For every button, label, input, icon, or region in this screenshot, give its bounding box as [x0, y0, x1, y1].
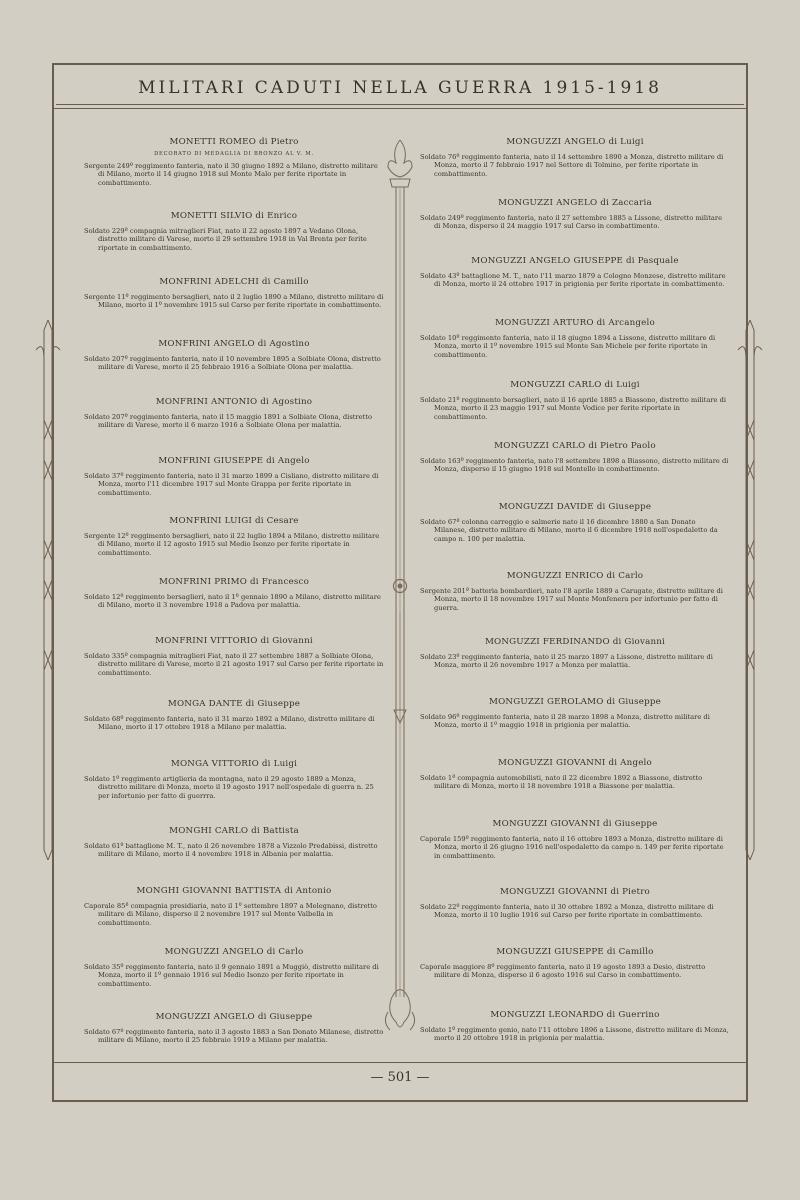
- entry-text: Soldato 35º reggimento fanteria, nato il 9 gennaio 1891 a Muggiò, distretto militare di Monza, morto il 1º gennaio 1916 sul Medio Isonzo per ferite riportate in combattimento.: [84, 963, 379, 988]
- entry-name: MONFRINI GIUSEPPE di Angelo: [158, 456, 310, 466]
- list-item: [84, 826, 384, 859]
- list-item: [84, 699, 384, 732]
- entry-name: MONGUZZI CARLO di Pietro Paolo: [494, 441, 656, 451]
- entry-name: MONGUZZI DAVIDE di Giuseppe: [498, 502, 652, 512]
- entry-text: Sergente 11º reggimento bersaglieri, nato il 2 luglio 1890 a Milano, distretto militare di Milano, morto il 1º novembre 1915 sul Carso per ferite riportate in combattimento.: [84, 293, 384, 310]
- list-item: [84, 277, 384, 310]
- entry-name: MONGUZZI LEONARDO di Guerrino: [490, 1010, 660, 1020]
- entry-text: Soldato 10º reggimento fanteria, nato il 18 giugno 1894 a Lissone, distretto militare di Monza, morto il 1º novembre 1915 sul Monte San Michele per ferite riportate in combattimento.: [420, 334, 716, 359]
- list-item: [84, 636, 384, 677]
- entry-name: MONFRINI PRIMO di Francesco: [158, 577, 310, 587]
- entry-text: Soldato 61º battaglione M. T., nato il 26 novembre 1878 a Vizzolo Predabissi, distretto militare di Milano, morto il 4 novembre 1918 in Albania per malattia.: [84, 842, 378, 859]
- list-item: [84, 339, 384, 372]
- entry-name: MONETTI ROMEO di Pietro: [169, 137, 299, 147]
- entry-text: Soldato 335ª compagnia mitraglieri Fiat, nato il 27 settembre 1887 a Solbiate Olona, distretto militare di Varese, morto il 21 agosto 1917 sul Carso per ferite riportate in combattimento.: [84, 652, 384, 677]
- entry-text: Caporale 85ª compagnia presidiaria, nato il 1º settembre 1897 a Melegnano, distretto militare di Milano, disperso il 2 novembre 1917 sul Monte Valbella in combattimento.: [84, 902, 377, 927]
- entry-name: MONGA VITTORIO di Luigi: [170, 759, 298, 769]
- list-item: [420, 819, 730, 860]
- entry-text: Soldato 22º reggimento fanteria, nato il 30 ottobre 1892 a Monza, distretto militare di Monza, morto il 10 luglio 1916 sul Carso per ferite riportate in combattimento.: [420, 903, 714, 920]
- entry-name: MONGUZZI ANGELO GIUSEPPE di Pasquale: [471, 256, 679, 266]
- list-item: [420, 198, 730, 231]
- entry-text: Soldato 96º reggimento fanteria, nato il 28 marzo 1898 a Monza, distretto militare di Monza, morto il 1º maggio 1918 in prigionia per malattia.: [420, 713, 710, 730]
- entry-name: MONGUZZI ANGELO di Carlo: [164, 947, 304, 957]
- entry-text: Caporale maggiore 8º reggimento fanteria, nato il 19 agosto 1893 a Desio, distretto militare di Monza, disperso il 6 agosto 1916 sul Carso in combattimento.: [420, 963, 706, 980]
- list-item: [84, 886, 384, 927]
- list-item: [84, 397, 384, 430]
- entry-name: MONGUZZI ENRICO di Carlo: [506, 571, 644, 581]
- list-item: [84, 577, 384, 610]
- list-item: [420, 571, 730, 612]
- page-number: — 501 —: [370, 1070, 430, 1085]
- list-item: [84, 456, 384, 497]
- entry-text: Soldato 21º reggimento bersaglieri, nato il 16 aprile 1885 a Biassono, distretto militare di Monza, morto il 23 maggio 1917 sul Monte Vodice per ferite riportate in combattimento.: [420, 396, 727, 421]
- entry-text: Sergente 249º reggimento fanteria, nato il 30 giugno 1892 a Milano, distretto militare di Milano, morto il 14 giugno 1918 sul Monte Malo per ferite riportate in combattimento.: [84, 162, 378, 187]
- list-item: [420, 256, 730, 289]
- list-item: [84, 759, 384, 800]
- entry-text: Soldato 229ª compagnia mitraglieri Fiat, nato il 22 agosto 1897 a Vedano Olona, distretto militare di Varese, morto il 29 settembre 1918 in Val Brenta per ferite riportate in combattimento.: [84, 227, 367, 252]
- entry-name: MONGA DANTE di Giuseppe: [167, 699, 301, 709]
- entry-text: Sergente 201ª batteria bombardieri, nato l'8 aprile 1889 a Carugate, distretto militare di Monza, morto il 18 novembre 1917 sul Monte Monfenera per infortunio per fatto di guerra.: [420, 587, 723, 612]
- header-rule: [56, 104, 744, 105]
- entry-text: Soldato 76º reggimento fanteria, nato il 14 settembre 1890 a Monza, distretto militare di Monza, morto il 7 febbraio 1917 nel Settore di Tolmino, per ferite riportate in combattimento.: [420, 153, 724, 178]
- list-item: [420, 947, 730, 980]
- entry-name: MONGHI CARLO di Battista: [169, 826, 299, 836]
- list-item: [84, 211, 384, 252]
- entry-name: MONGUZZI GIOVANNI di Giuseppe: [492, 819, 658, 829]
- page-title: MILITARI CADUTI NELLA GUERRA 1915-1918: [52, 63, 748, 109]
- fleuron-icon: [392, 578, 408, 594]
- entry-text: Soldato 1º reggimento genio, nato l'11 ottobre 1896 a Lissone, distretto militare di Monza, morto il 20 ottobre 1918 in prigionia per malattia.: [420, 1026, 729, 1043]
- list-item: [84, 1012, 384, 1045]
- list-item: [420, 137, 730, 178]
- list-item: [420, 380, 730, 421]
- list-item: [420, 697, 730, 730]
- entry-name: MONFRINI VITTORIO di Giovanni: [155, 636, 313, 646]
- entry-name: MONGUZZI ANGELO di Zaccaria: [498, 198, 652, 208]
- list-item: [420, 441, 730, 474]
- entry-text: Soldato 12º reggimento bersaglieri, nato il 1º gennaio 1890 a Milano, distretto militare di Milano, morto il 3 novembre 1918 a Padova per malattia.: [84, 593, 381, 610]
- entry-name: MONGUZZI ANGELO di Giuseppe: [155, 1012, 313, 1022]
- entry-text: Soldato 1ª compagnia automobilisti, nato il 22 dicembre 1892 a Biassone, distretto militare di Monza, morto il 18 novembre 1918 a Biassone per malattia.: [420, 774, 703, 791]
- entry-text: Soldato 249º reggimento fanteria, nato il 27 settembre 1885 a Lissone, distretto militare di Monza, disperso il 24 maggio 1917 sul Carso in combattimento.: [420, 214, 723, 231]
- entry-text: Soldato 37º reggimento fanteria, nato il 31 marzo 1899 a Cisliano, distretto militare di Monza, morto l'11 dicembre 1917 sul Monte Grappa per ferite riportate in combattimento.: [84, 472, 379, 497]
- entry-text: Soldato 68º reggimento fanteria, nato il 31 marzo 1892 a Milano, distretto militare di Milano, morto il 17 ottobre 1918 a Milano per malattia.: [84, 715, 375, 732]
- entry-text: Soldato 23º reggimento fanteria, nato il 25 marzo 1897 a Lissone, distretto militare di Monza, morto il 26 novembre 1917 a Monza per malattia.: [420, 653, 713, 670]
- entry-text: Soldato 207º reggimento fanteria, nato il 10 novembre 1895 a Solbiate Olona, distretto militare di Varese, morto il 25 febbraio 1916 a Solbiate Olona per malattia.: [84, 355, 381, 372]
- list-item: [84, 137, 384, 187]
- entry-text: Soldato 207º reggimento fanteria, nato il 15 maggio 1891 a Solbiate Olona, distretto militare di Varese, morto il 6 marzo 1916 a Solbiate Olona per malattia.: [84, 413, 373, 430]
- entry-text: Caporale 159º reggimento fanteria, nato il 16 ottobre 1893 a Monza, distretto militare di Monza, morto il 26 giugno 1916 nell'ospedaletto da campo n. 149 per ferite riportate in combattimento.: [420, 835, 724, 860]
- entry-name: MONGUZZI ARTURO di Arcangelo: [495, 318, 655, 328]
- list-item: [420, 318, 730, 359]
- torch-lower-divider-icon: [378, 602, 422, 1042]
- list-item: [84, 947, 384, 988]
- entry-name: MONFRINI ADELCHI di Camillo: [159, 277, 309, 287]
- right-side-ornament-icon: [728, 320, 768, 860]
- entry-name: MONETTI SILVIO di Enrico: [170, 211, 298, 221]
- entry-name: MONGUZZI CARLO di Luigi: [510, 380, 640, 390]
- list-item: [84, 516, 384, 557]
- entry-name: MONGHI GIOVANNI BATTISTA di Antonio: [136, 886, 332, 896]
- entry-name: MONGUZZI GIUSEPPE di Camillo: [496, 947, 654, 957]
- entry-name: MONGUZZI GIOVANNI di Angelo: [498, 758, 652, 768]
- list-item: [420, 1010, 730, 1043]
- list-item: [420, 887, 730, 920]
- entry-name: MONGUZZI GEROLAMO di Giuseppe: [489, 697, 661, 707]
- left-side-ornament-icon: [30, 320, 70, 860]
- entry-name: MONGUZZI ANGELO di Luigi: [506, 137, 644, 147]
- entry-name: MONGUZZI FERDINANDO di Giovanni: [484, 637, 666, 647]
- entry-text: Soldato 1º reggimento artiglieria da montagna, nato il 29 agosto 1889 a Monza, distretto militare di Monza, morto il 19 agosto 1917 nell'ospedale di guerra n. 25 per infortunio per fatto di guerrra.: [84, 775, 374, 800]
- entry-name: MONGUZZI GIOVANNI di Pietro: [500, 887, 650, 897]
- entry-text: Soldato 43º battaglione M. T., nato l'11 marzo 1879 a Cologno Monzese, distretto militare di Monza, morto il 24 ottobre 1917 in prigionia per ferite riportate in combattimento.: [420, 272, 726, 289]
- entry-text: Soldato 163º reggimento fanteria, nato l'8 settembre 1898 a Biassono, distretto militare di Monza, disperso il 15 giugno 1918 sul Montello in combattimento.: [420, 457, 729, 474]
- list-item: [420, 637, 730, 670]
- list-item: [420, 758, 730, 791]
- list-item: [420, 502, 730, 543]
- entry-note: DECORATO DI MEDAGLIA DI BRONZO AL V. M.: [154, 151, 314, 157]
- entry-name: MONFRINI ANTONIO di Agostino: [155, 397, 313, 407]
- entry-text: Soldato 67ª colonna carreggio e salmerie nato il 16 dicembre 1880 a San Donato Milanese, distretto militare di Milano, morto il 6 dicembre 1918 nell'ospedaletto da campo n. 100 per malattia.: [420, 518, 718, 543]
- footer-rule: [52, 1062, 748, 1063]
- entry-name: MONFRINI LUIGI di Cesare: [169, 516, 299, 526]
- entry-text: Sergente 12º reggimento bersaglieri, nato il 22 luglio 1894 a Milano, distretto militare di Milano, morto il 12 agosto 1915 sul Medio Isonzo per ferite riportate in combattimento.: [84, 532, 380, 557]
- entry-name: MONFRINI ANGELO di Agostino: [158, 339, 310, 349]
- entry-text: Soldato 67º reggimento fanteria, nato il 3 agosto 1883 a San Donato Milanese, distretto militare di Milano, morto il 25 febbraio 1919 a Milano per malattia.: [84, 1028, 384, 1045]
